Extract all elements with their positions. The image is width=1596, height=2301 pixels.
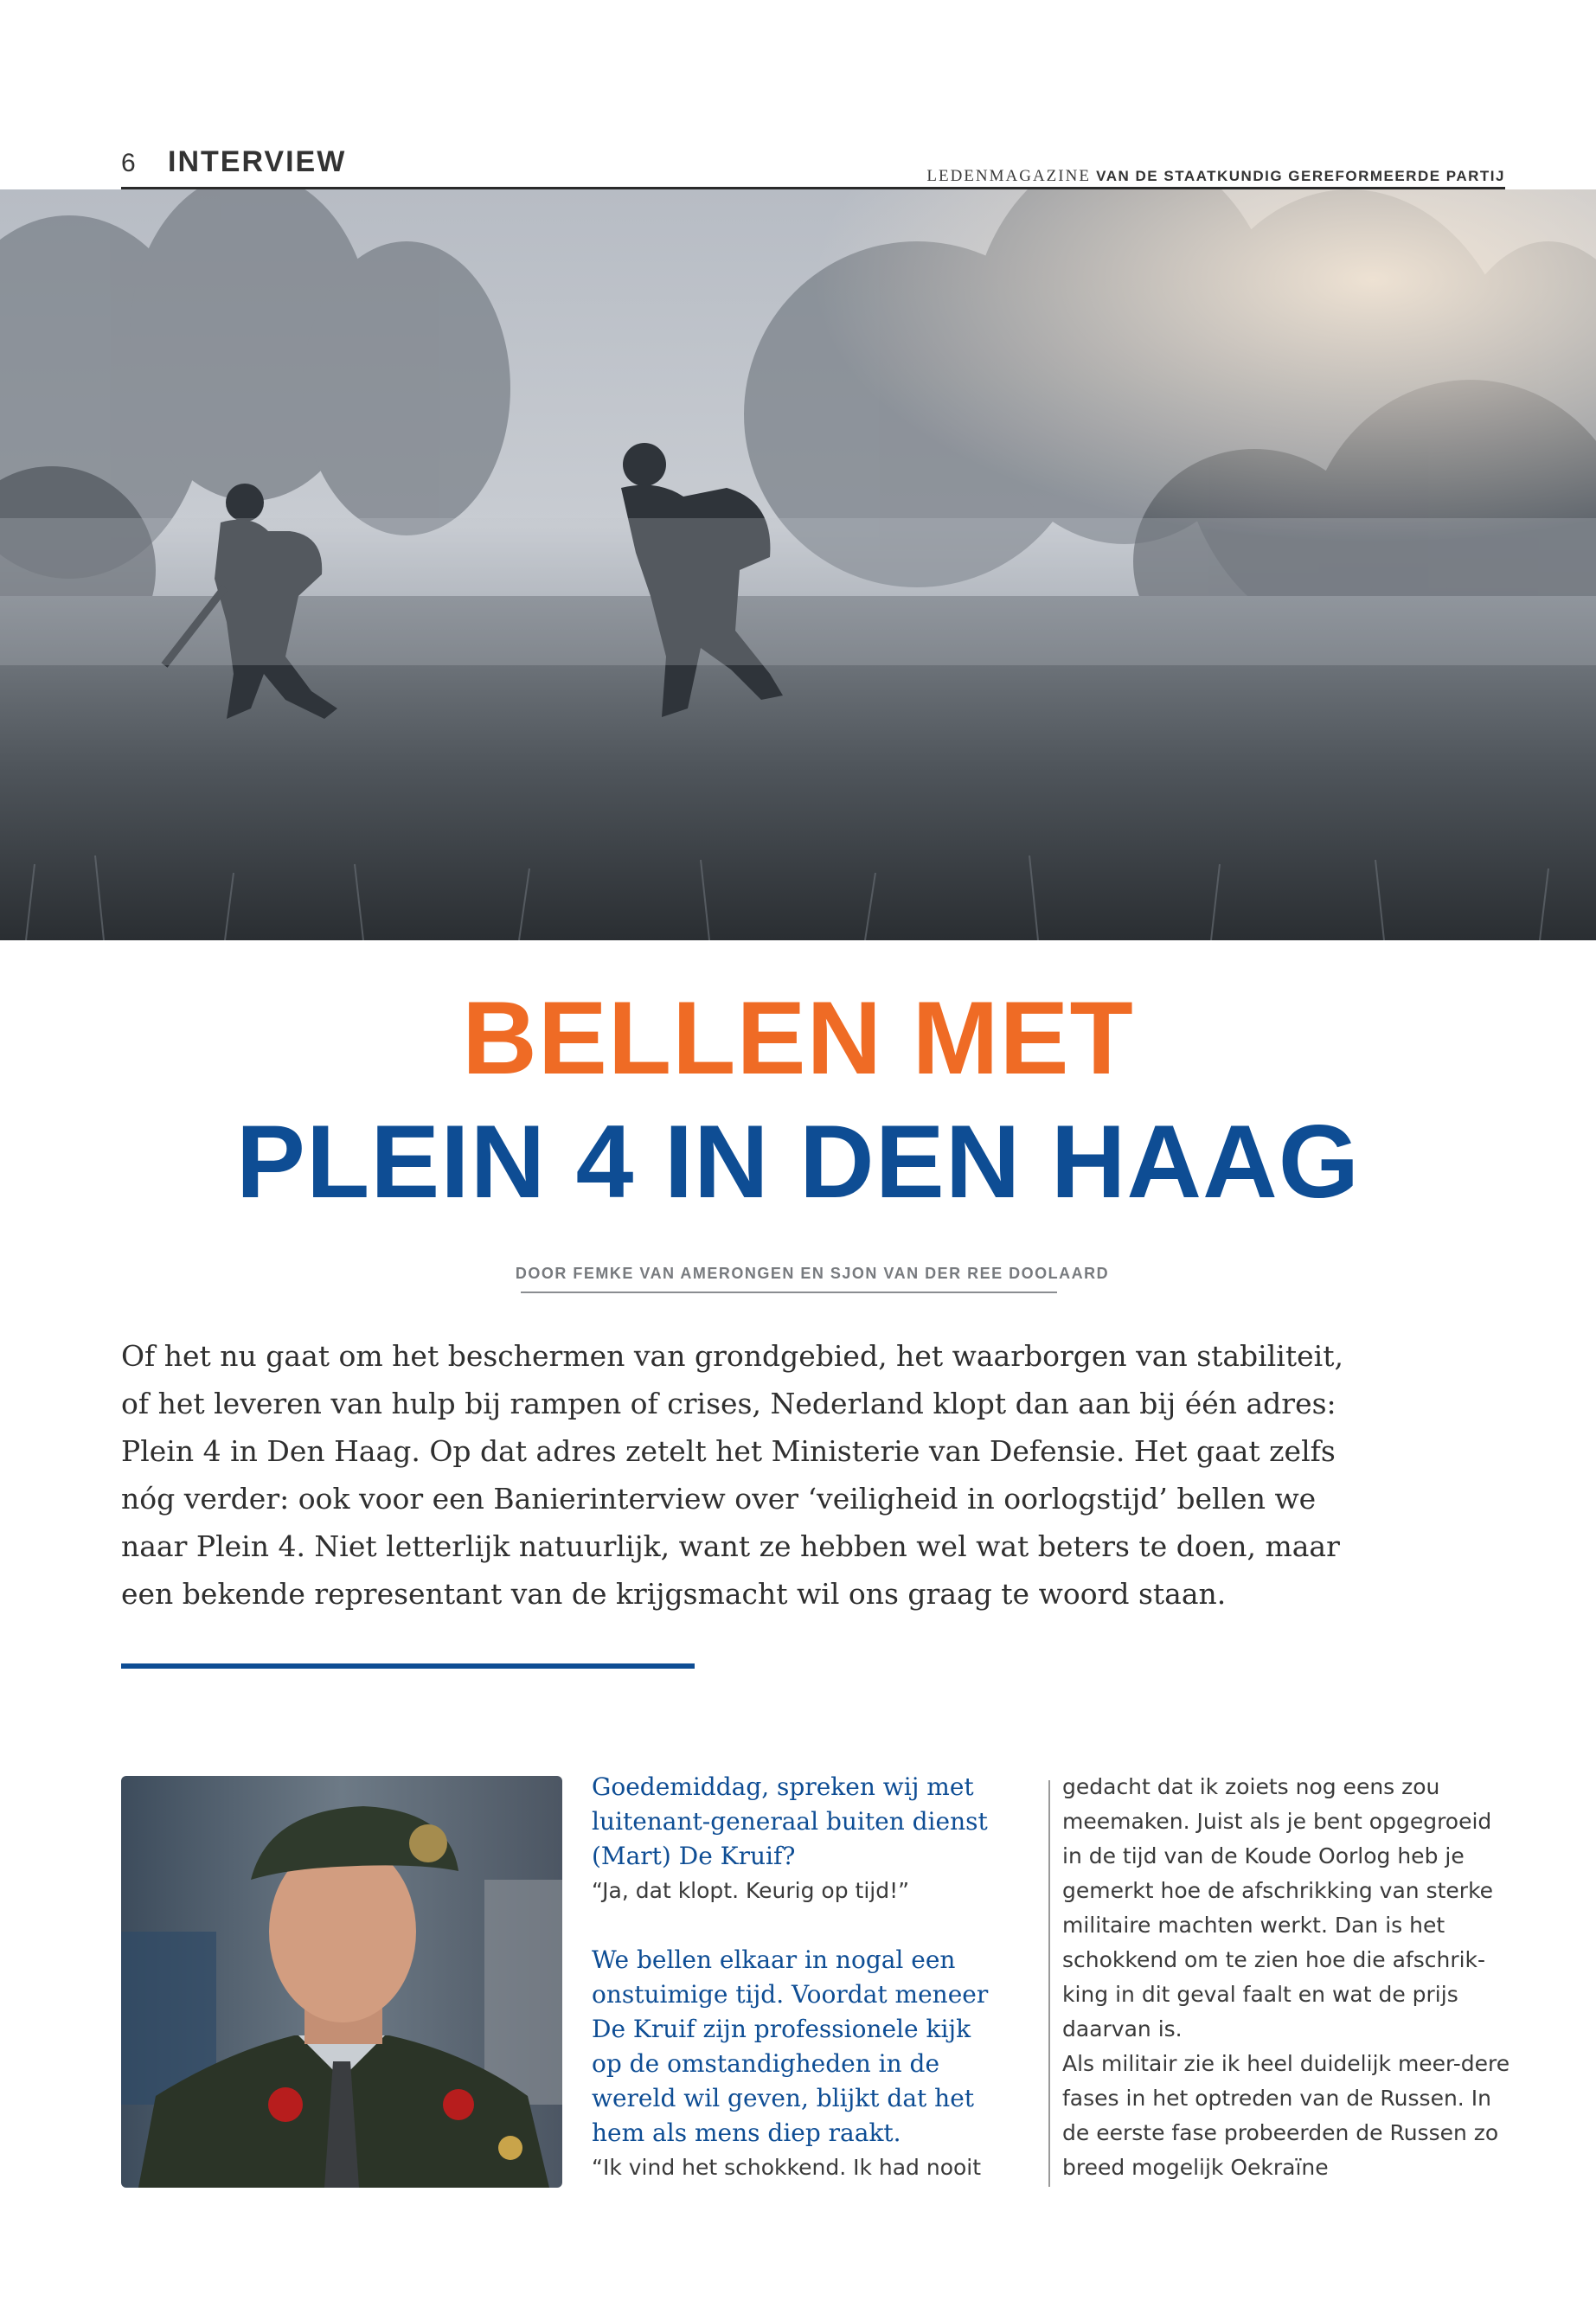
title-line-1: BELLEN MET: [462, 980, 1134, 1096]
byline: DOOR FEMKE VAN AMERONGEN EN SJON VAN DER REE DOOLAARD: [515, 1265, 1110, 1282]
intro-divider: [121, 1663, 695, 1669]
interview-column-2: [1062, 1770, 1512, 2185]
column-divider: [1048, 1780, 1050, 2187]
hero-photo: [0, 189, 1596, 940]
interview-column-1: [592, 1770, 998, 2185]
section-label: INTERVIEW: [168, 145, 347, 178]
byline-underline: [521, 1292, 1057, 1293]
question-1: Goedemiddag, spreken wij met luitenant-generaal buiten dienst (Mart) De Kruif?: [592, 1772, 988, 1870]
intro-paragraph: Of het nu gaat om het beschermen van grondgebied, het waarborgen van stabiliteit, of het leveren van hulp bij rampen of crises, Nederland klopt dan aan bij één adres: Plein 4 in Den Haag. Op dat adres zetelt het Ministerie van Defensie. Het gaat zelfs nóg verder: ook voor een Banierinterview over ‘veiligheid in oorlogstijd’ bellen we naar Plein 4. Niet letterlijk natuurlijk, want ze hebben wel wat beters te doen, maar een bekende representant van de krijgsmacht wil ons graag te woord staan.: [121, 1339, 1343, 1611]
magazine-name-bold: VAN DE STAATKUNDIG GEREFORMEERDE PARTIJ: [1096, 168, 1505, 184]
answer-2-paragraph-2: Als militair zie ik heel duidelijk meer-dere fases in het optreden van de Russen. In de eerste fase probeerden de Russen zo breed mogelijk Oekraïne: [1062, 2051, 1510, 2180]
answer-2-continued: gedacht dat ik zoiets nog eens zou meemaken. Juist als je bent opgegroeid in de tijd van de Koude Oorlog heb je gemerkt hoe de afschrikking van sterke militaire machten werkt. Dan is het schokkend om te zien hoe die afschrik-king in dit geval faalt en wat de prijs daarvan is.: [1062, 1774, 1494, 2041]
title-line-2: PLEIN 4 IN DEN HAAG: [235, 1104, 1361, 1220]
page-header: [121, 145, 1505, 189]
answer-2-start: “Ik vind het schokkend. Ik had nooit: [592, 2155, 982, 2180]
answer-1: “Ja, dat klopt. Keurig op tijd!”: [592, 1878, 910, 1903]
portrait-photo: [121, 1776, 562, 2188]
magazine-name-light: LEDENMAGAZINE: [926, 167, 1091, 185]
page-number: 6: [121, 149, 136, 177]
question-2: We bellen elkaar in nogal een onstuimige tijd. Voordat meneer De Kruif zijn professionele kijk op de omstandigheden in de wereld wil geven, blijkt dat het hem als mens diep raakt.: [592, 1945, 989, 2147]
